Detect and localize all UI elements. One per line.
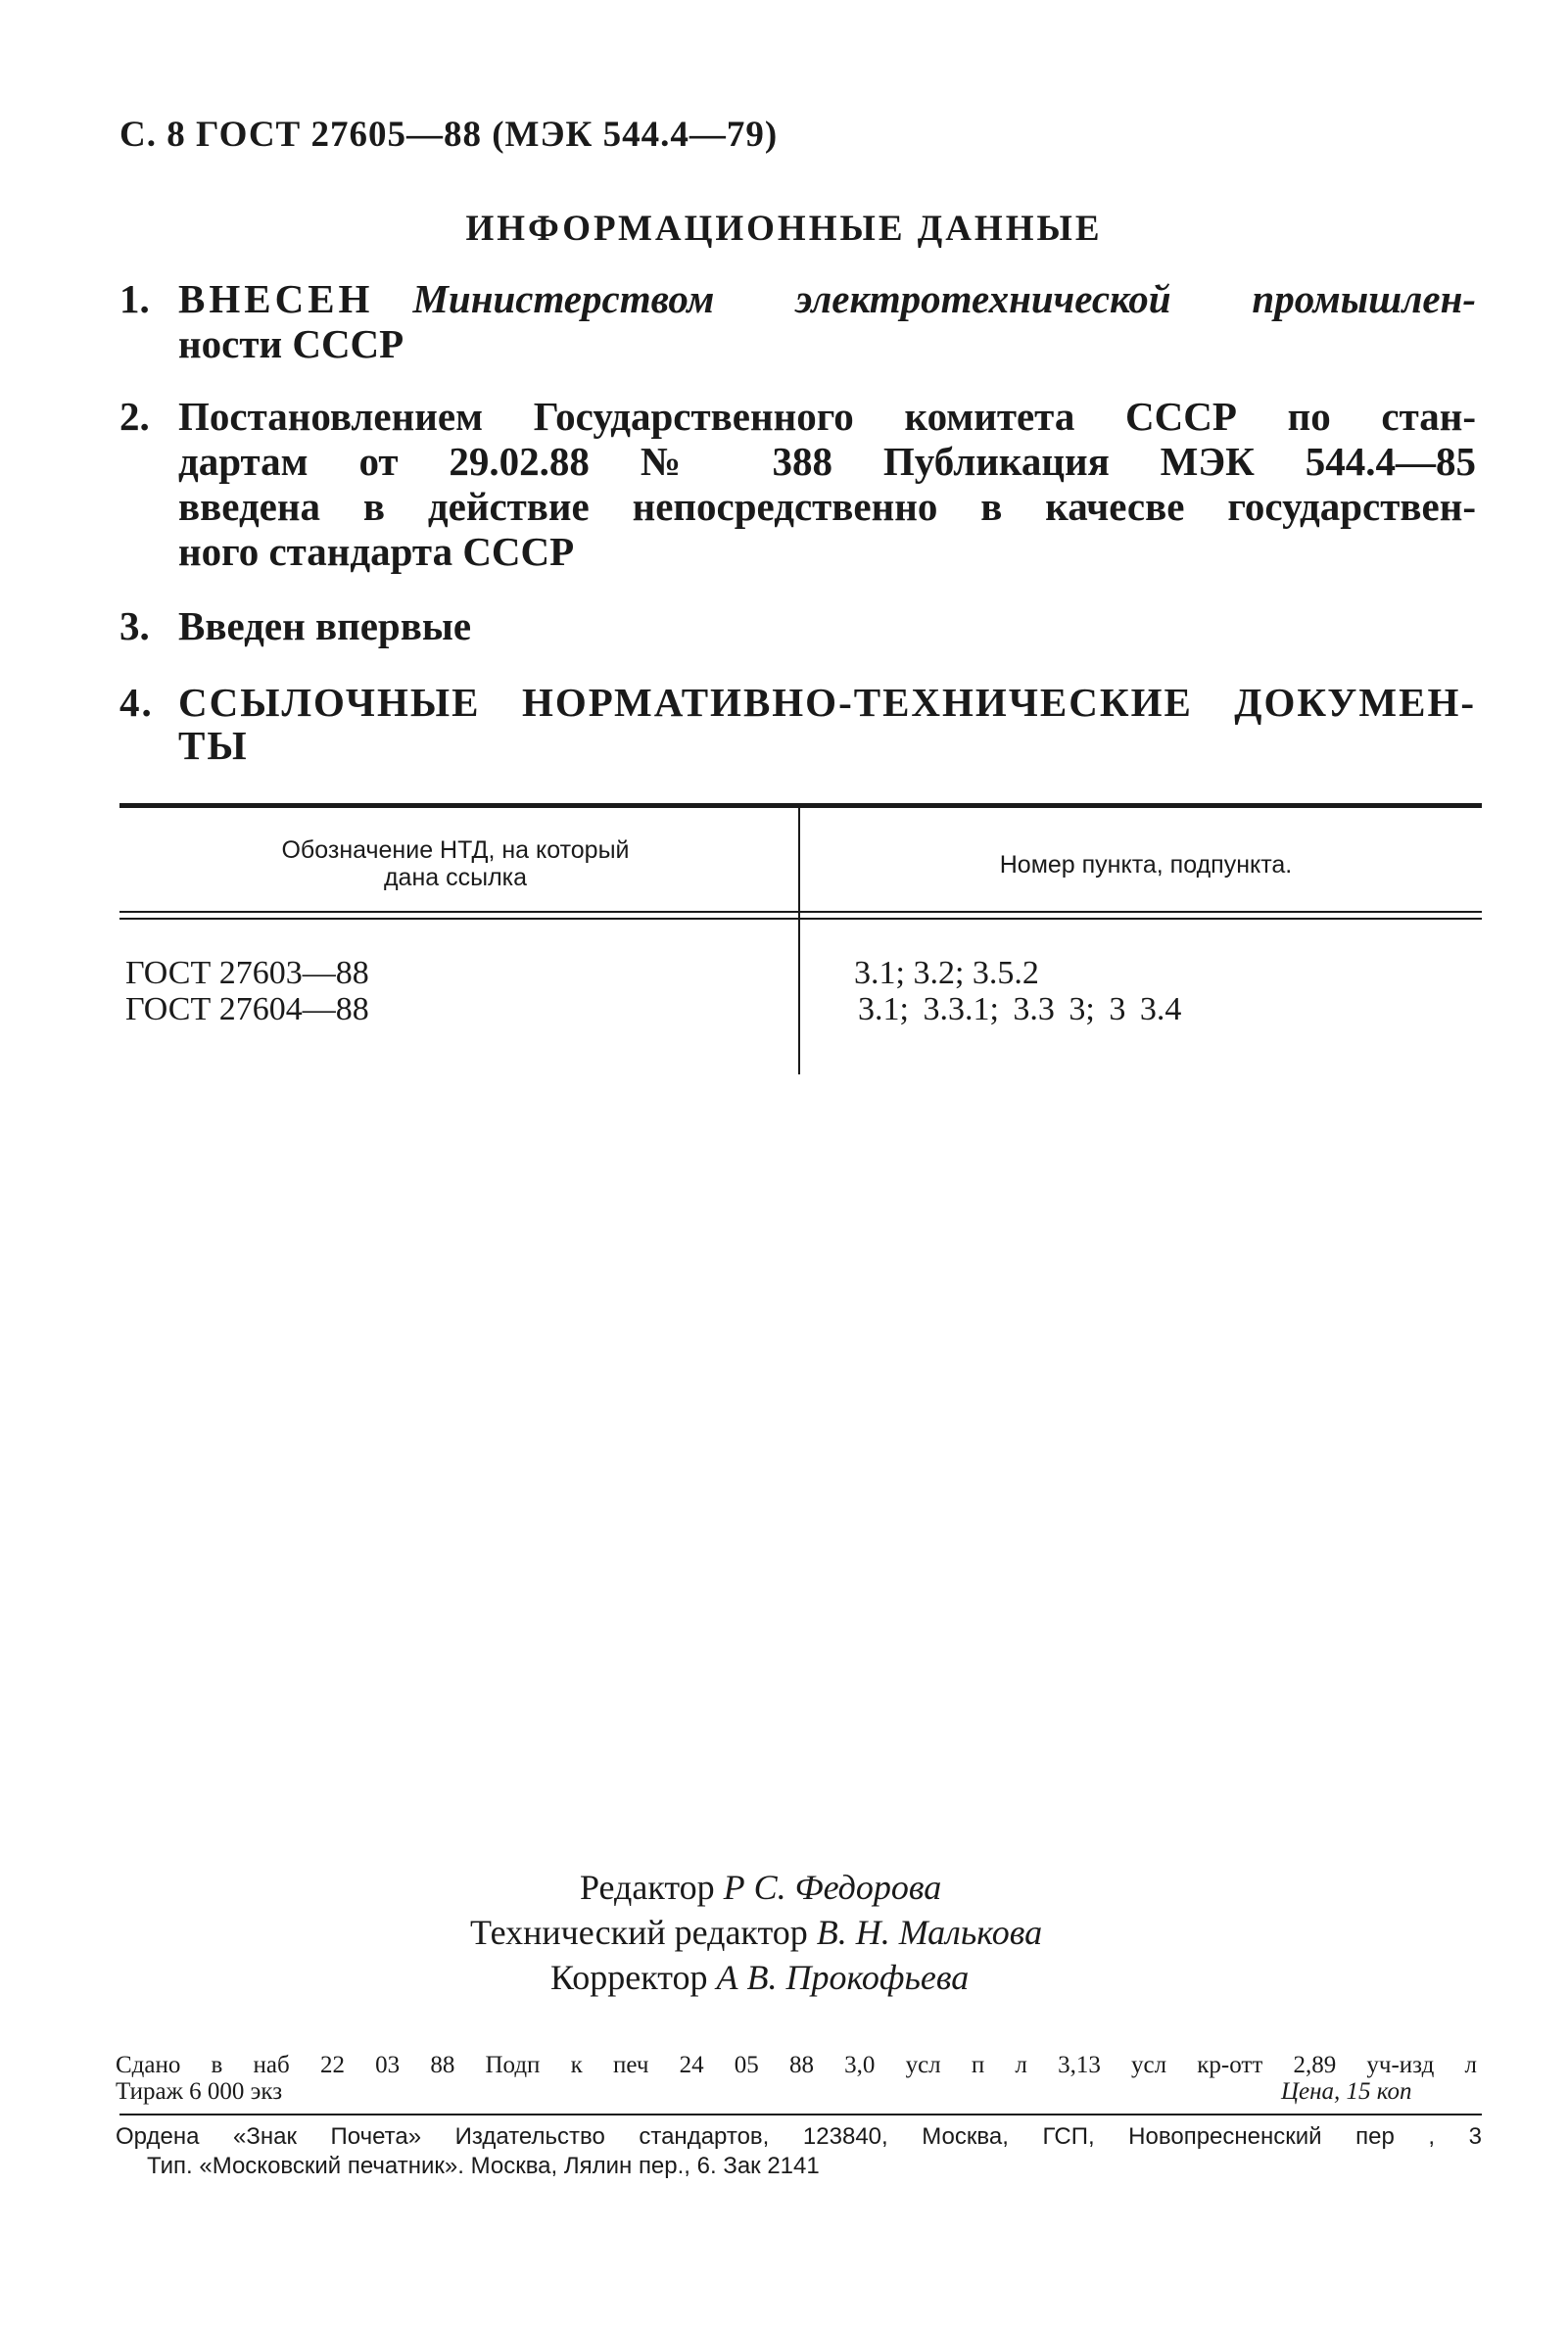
- table-header-rule: [119, 918, 1482, 920]
- table-row: [854, 956, 1039, 991]
- table-row: [858, 992, 1181, 1027]
- table-cell-refs: 3.1; 3.3.1; 3.3 3; 3 3.4: [858, 991, 1182, 1027]
- imprint-price: Цена, 15 коп: [1281, 2078, 1412, 2105]
- proofreader-name: А В. Прокофьева: [716, 1958, 970, 1997]
- table-row: [125, 956, 369, 991]
- table-header-clause: Номер пункта, подпункта.: [999, 851, 1293, 879]
- table-top-rule: [119, 803, 1482, 808]
- item-line: ССЫЛОЧНЫЕ НОРМАТИВНО-ТЕХНИЧЕСКИЕ ДОКУМЕН-: [178, 680, 1476, 725]
- item-line: введена в действие непосредственно в качесве государствен-: [178, 484, 1476, 529]
- item-line: Введен впервые: [178, 603, 472, 648]
- section-title: ИНФОРМАЦИОННЫЕ ДАННЫЕ: [465, 209, 1103, 249]
- item-lead: ВНЕСЕН: [178, 276, 374, 321]
- item-line: Постановлением Государственного комитета СССР по стан-: [178, 394, 1476, 439]
- table-cell-refs: 3.1; 3.2; 3.5.2: [854, 955, 1039, 991]
- table-cell-doc: ГОСТ 27603—88: [125, 955, 369, 991]
- credit-tech-editor: Технический редактор В. Н. Малькова: [470, 1913, 1043, 1952]
- imprint-rule: [119, 2114, 1482, 2115]
- table-column-divider: [798, 808, 800, 1074]
- item-number: 4.: [119, 680, 154, 725]
- table-header-designation: Обозначение НТД, на который дана ссылка: [281, 836, 630, 891]
- credit-editor: Редактор Р С. Федорова: [580, 1868, 942, 1907]
- item-line: ного стандарта СССР: [178, 529, 575, 574]
- table-header-rule: [119, 911, 1482, 913]
- table-row: [125, 992, 369, 1027]
- item-text: Министерством электротехнической промышлен-: [412, 276, 1476, 321]
- item-number: 2.: [119, 394, 150, 439]
- item-line: ТЫ: [178, 723, 249, 768]
- item-line: дартам от 29.02.88 № 388 Публикация МЭК 544.4—85: [178, 439, 1476, 484]
- publisher-line: Ордена «Знак Почета» Издательство стандартов, 123840, Москва, ГСП, Новопресненский пер , 3: [116, 2123, 1482, 2150]
- item-number: 1.: [119, 276, 150, 321]
- item-line: ности СССР: [178, 321, 404, 366]
- item-line: [178, 276, 1476, 321]
- tech-editor-name: В. Н. Малькова: [816, 1913, 1043, 1952]
- table-cell-doc: ГОСТ 27604—88: [125, 991, 369, 1027]
- imprint-print-run: Тираж 6 000 экз: [116, 2078, 283, 2105]
- credit-proofreader: Корректор А В. Прокофьева: [550, 1958, 970, 1997]
- printer-line: Тип. «Московский печатник». Москва, Лялин пер., 6. Зак 2141: [147, 2153, 820, 2179]
- editor-name: Р С. Федорова: [723, 1868, 942, 1907]
- imprint-line: Сдано в наб 22 03 88 Подп к печ 24 05 88 3,0 усл п л 3,13 усл кр-отт 2,89 уч-изд л: [116, 2052, 1477, 2078]
- running-head: С. 8 ГОСТ 27605—88 (МЭК 544.4—79): [119, 115, 779, 155]
- item-number: 3.: [119, 603, 150, 648]
